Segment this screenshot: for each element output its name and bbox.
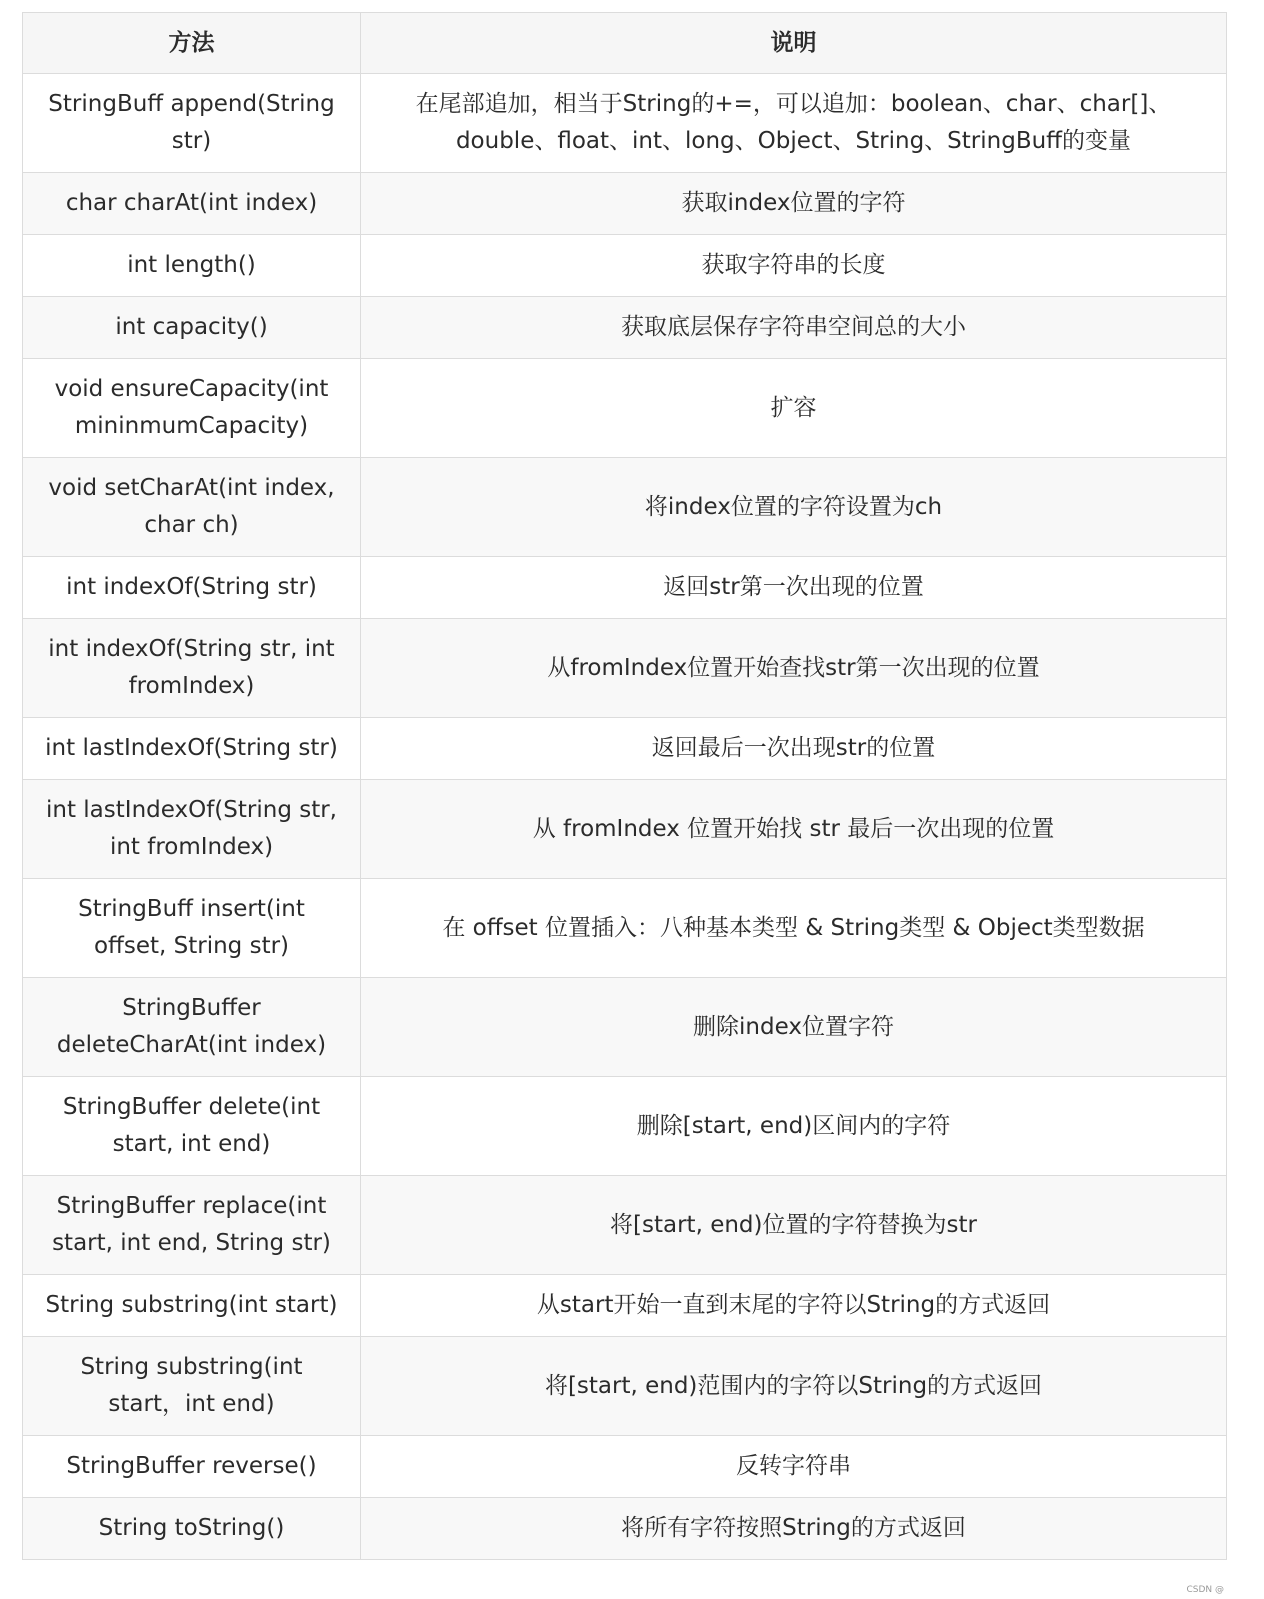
stringbuffer-methods-table (22, 12, 1227, 1560)
description-cell: 扩容 (361, 359, 1227, 458)
description-cell: 获取字符串的长度 (361, 235, 1227, 297)
method-cell: String substring(int start，int end) (23, 1337, 361, 1436)
method-cell: StringBuffer deleteCharAt(int index) (23, 978, 361, 1077)
method-cell: int lastIndexOf(String str, int fromIndex) (23, 780, 361, 879)
method-cell: char charAt(int index) (23, 173, 361, 235)
table-row (23, 879, 1227, 978)
csdn-watermark: CSDN @ (1186, 1585, 1224, 1595)
table-row (23, 1077, 1227, 1176)
description-cell: 删除index位置字符 (361, 978, 1227, 1077)
table-row (23, 1436, 1227, 1498)
method-cell: int capacity() (23, 297, 361, 359)
table-row (23, 619, 1227, 718)
description-cell: 将index位置的字符设置为ch (361, 458, 1227, 557)
description-cell: 删除[start, end)区间内的字符 (361, 1077, 1227, 1176)
description-cell: 返回str第一次出现的位置 (361, 557, 1227, 619)
table-row (23, 557, 1227, 619)
method-cell: StringBuffer replace(int start, int end, String str) (23, 1176, 361, 1275)
description-cell: 将[start, end)范围内的字符以String的方式返回 (361, 1337, 1227, 1436)
table-row (23, 978, 1227, 1077)
method-cell: String substring(int start) (23, 1275, 361, 1337)
table-row (23, 173, 1227, 235)
method-cell: void ensureCapacity(int mininmumCapacity) (23, 359, 361, 458)
table-row (23, 718, 1227, 780)
description-cell: 从start开始一直到末尾的字符以String的方式返回 (361, 1275, 1227, 1337)
table-row (23, 235, 1227, 297)
description-cell: 获取index位置的字符 (361, 173, 1227, 235)
method-cell: String toString() (23, 1498, 361, 1560)
description-cell: 将[start, end)位置的字符替换为str (361, 1176, 1227, 1275)
method-cell: int indexOf(String str) (23, 557, 361, 619)
method-cell: void setCharAt(int index, char ch) (23, 458, 361, 557)
methods-table-container (22, 12, 1226, 1560)
description-cell: 在尾部追加，相当于String的+=，可以追加：boolean、char、char[]、double、float、int、long、Object、String、StringBuff的变量 (361, 74, 1227, 173)
description-cell: 返回最后一次出现str的位置 (361, 718, 1227, 780)
table-header-row (23, 13, 1227, 74)
description-cell: 从fromIndex位置开始查找str第一次出现的位置 (361, 619, 1227, 718)
method-cell: int indexOf(String str, int fromIndex) (23, 619, 361, 718)
table-row (23, 1176, 1227, 1275)
description-cell: 获取底层保存字符串空间总的大小 (361, 297, 1227, 359)
table-row (23, 359, 1227, 458)
method-cell: int lastIndexOf(String str) (23, 718, 361, 780)
table-row (23, 458, 1227, 557)
table-row (23, 1498, 1227, 1560)
description-cell: 反转字符串 (361, 1436, 1227, 1498)
table-row (23, 780, 1227, 879)
table-row (23, 1275, 1227, 1337)
description-cell: 从 fromIndex 位置开始找 str 最后一次出现的位置 (361, 780, 1227, 879)
method-cell: StringBuffer delete(int start, int end) (23, 1077, 361, 1176)
table-row (23, 74, 1227, 173)
method-cell: StringBuff append(String str) (23, 74, 361, 173)
table-row (23, 1337, 1227, 1436)
method-cell: StringBuff insert(int offset, String str) (23, 879, 361, 978)
table-row (23, 297, 1227, 359)
header-method: 方法 (23, 13, 361, 74)
method-cell: int length() (23, 235, 361, 297)
method-cell: StringBuffer reverse() (23, 1436, 361, 1498)
description-cell: 将所有字符按照String的方式返回 (361, 1498, 1227, 1560)
description-cell: 在 offset 位置插入：八种基本类型 & String类型 & Object类型数据 (361, 879, 1227, 978)
header-description: 说明 (361, 13, 1227, 74)
